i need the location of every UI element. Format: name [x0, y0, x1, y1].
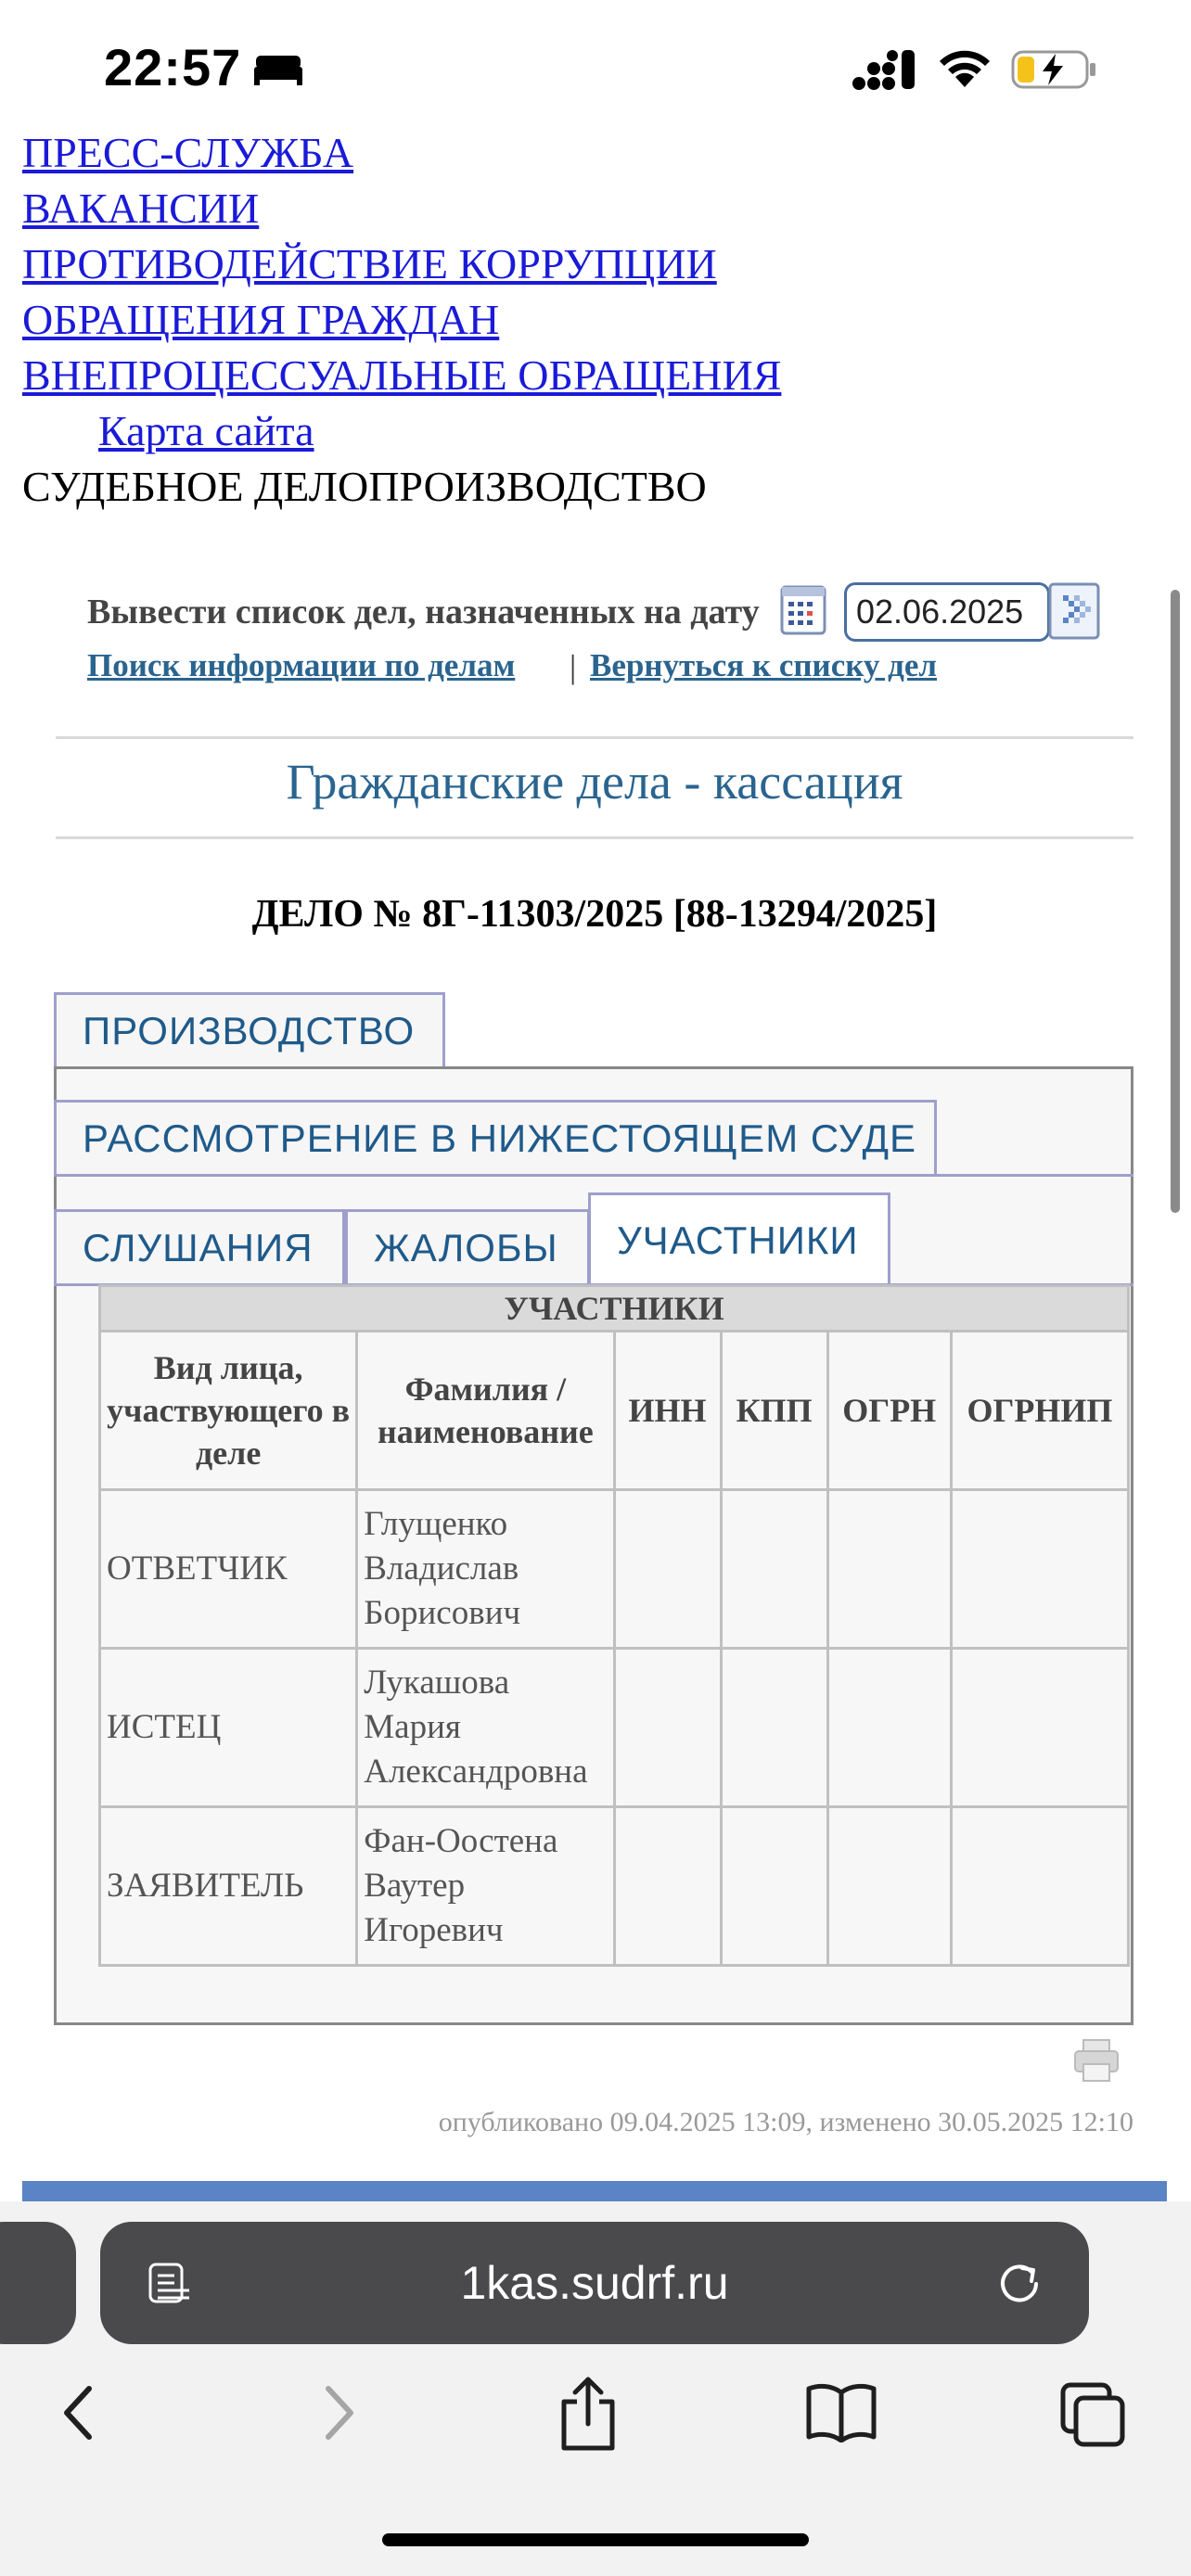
section-title: СУДЕБНОЕ ДЕЛОПРОИЗВОДСТВО: [22, 463, 707, 510]
reload-icon[interactable]: [994, 2259, 1044, 2309]
home-indicator[interactable]: [382, 2533, 809, 2546]
nav-link-appeals[interactable]: ОБРАЩЕНИЯ ГРАЖДАН: [22, 296, 500, 343]
tab-hearings[interactable]: СЛУШАНИЯ: [54, 1209, 345, 1283]
tab-lower-court[interactable]: РАССМОТРЕНИЕ В НИЖЕСТОЯЩЕМ СУДЕ: [54, 1100, 937, 1174]
back-icon[interactable]: [58, 2383, 98, 2442]
cell-role: ОТВЕТЧИК: [101, 1491, 355, 1647]
cell-role: ИСТЕЦ: [101, 1650, 355, 1805]
sleep-mode-icon: [252, 52, 304, 87]
cellular-signal-icon: [852, 48, 918, 91]
tab-production[interactable]: ПРОИЗВОДСТВО: [54, 992, 445, 1066]
cell-inn: [616, 1808, 720, 1964]
status-time: 22:57: [104, 38, 242, 96]
cell-ogrn: [829, 1650, 950, 1805]
address-bar[interactable]: [100, 2222, 1089, 2344]
col-name: Фамилия / наименование: [358, 1333, 612, 1488]
participants-table: [98, 1284, 1130, 1967]
nav-link-extraprocedural[interactable]: ВНЕПРОЦЕССУАЛЬНЫЕ ОБРАЩЕНИЯ: [22, 351, 782, 399]
col-kpp: КПП: [723, 1333, 826, 1488]
col-ogrn: ОГРН: [829, 1333, 950, 1488]
tab-row-divider: [54, 1174, 1133, 1177]
cell-kpp: [723, 1491, 826, 1647]
cell-ogrnip: [953, 1491, 1127, 1647]
date-input[interactable]: [844, 582, 1050, 642]
wifi-icon: [937, 48, 992, 89]
nav-link-anticorruption[interactable]: ПРОТИВОДЕЙСТВИЕ КОРРУПЦИИ: [22, 240, 717, 287]
tab-complaints[interactable]: ЖАЛОБЫ: [345, 1209, 590, 1283]
case-category: Гражданские дела - кассация: [286, 754, 903, 810]
print-icon[interactable]: [1072, 2036, 1121, 2085]
nav-link-press[interactable]: ПРЕСС-СЛУЖБА: [22, 129, 354, 176]
url-text[interactable]: 1kas.sudrf.ru: [460, 2257, 729, 2309]
table-row: [101, 1491, 1127, 1647]
scrollbar[interactable]: [1171, 590, 1180, 1213]
battery-charging-icon: [1011, 48, 1100, 91]
cell-kpp: [723, 1650, 826, 1805]
tabs-icon[interactable]: [1059, 2381, 1126, 2448]
cell-name: Фан-Оостена Ваутер Игоревич: [358, 1808, 612, 1964]
search-cases-link[interactable]: Поиск информации по делам: [87, 647, 516, 683]
link-separator: |: [570, 648, 577, 685]
table-row: [101, 1808, 1127, 1964]
back-to-list-link[interactable]: Вернуться к списку дел: [590, 647, 938, 683]
nav-link-vacancies[interactable]: ВАКАНСИИ: [22, 185, 260, 232]
table-row: [101, 1650, 1127, 1805]
forward-icon[interactable]: [319, 2383, 360, 2442]
tab-participants[interactable]: УЧАСТНИКИ: [588, 1192, 890, 1285]
cell-inn: [616, 1491, 720, 1647]
calendar-icon[interactable]: [779, 584, 827, 636]
cell-name: Лукашова Мария Александровна: [358, 1650, 612, 1805]
nav-link-sitemap[interactable]: Карта сайта: [98, 407, 314, 454]
cell-inn: [616, 1650, 720, 1805]
cell-ogrn: [829, 1808, 950, 1964]
cell-role: ЗАЯВИТЕЛЬ: [101, 1808, 355, 1964]
participants-caption: УЧАСТНИКИ: [101, 1287, 1127, 1330]
go-arrow-icon[interactable]: [1048, 582, 1100, 640]
col-ogrnip: ОГРНИП: [953, 1333, 1127, 1488]
bookmarks-icon[interactable]: [805, 2381, 877, 2442]
divider-top: [56, 736, 1133, 739]
cell-ogrn: [829, 1491, 950, 1647]
cell-kpp: [723, 1808, 826, 1964]
cell-name: Глущенко Владислав Борисович: [358, 1491, 612, 1647]
case-title: ДЕЛО № 8Г-11303/2025 [88-13294/2025]: [251, 893, 938, 936]
share-icon[interactable]: [557, 2374, 620, 2452]
col-inn: ИНН: [616, 1333, 720, 1488]
previous-tab-pill[interactable]: [0, 2222, 76, 2344]
cell-ogrnip: [953, 1808, 1127, 1964]
cell-ogrnip: [953, 1650, 1127, 1805]
published-note: опубликовано 09.04.2025 13:09, изменено 30.05.2025 12:10: [438, 2107, 1133, 2137]
divider-bottom: [56, 836, 1133, 839]
col-role: Вид лица, участвующего в деле: [101, 1333, 355, 1488]
date-filter-label: Вывести список дел, назначенных на дату: [87, 593, 760, 631]
